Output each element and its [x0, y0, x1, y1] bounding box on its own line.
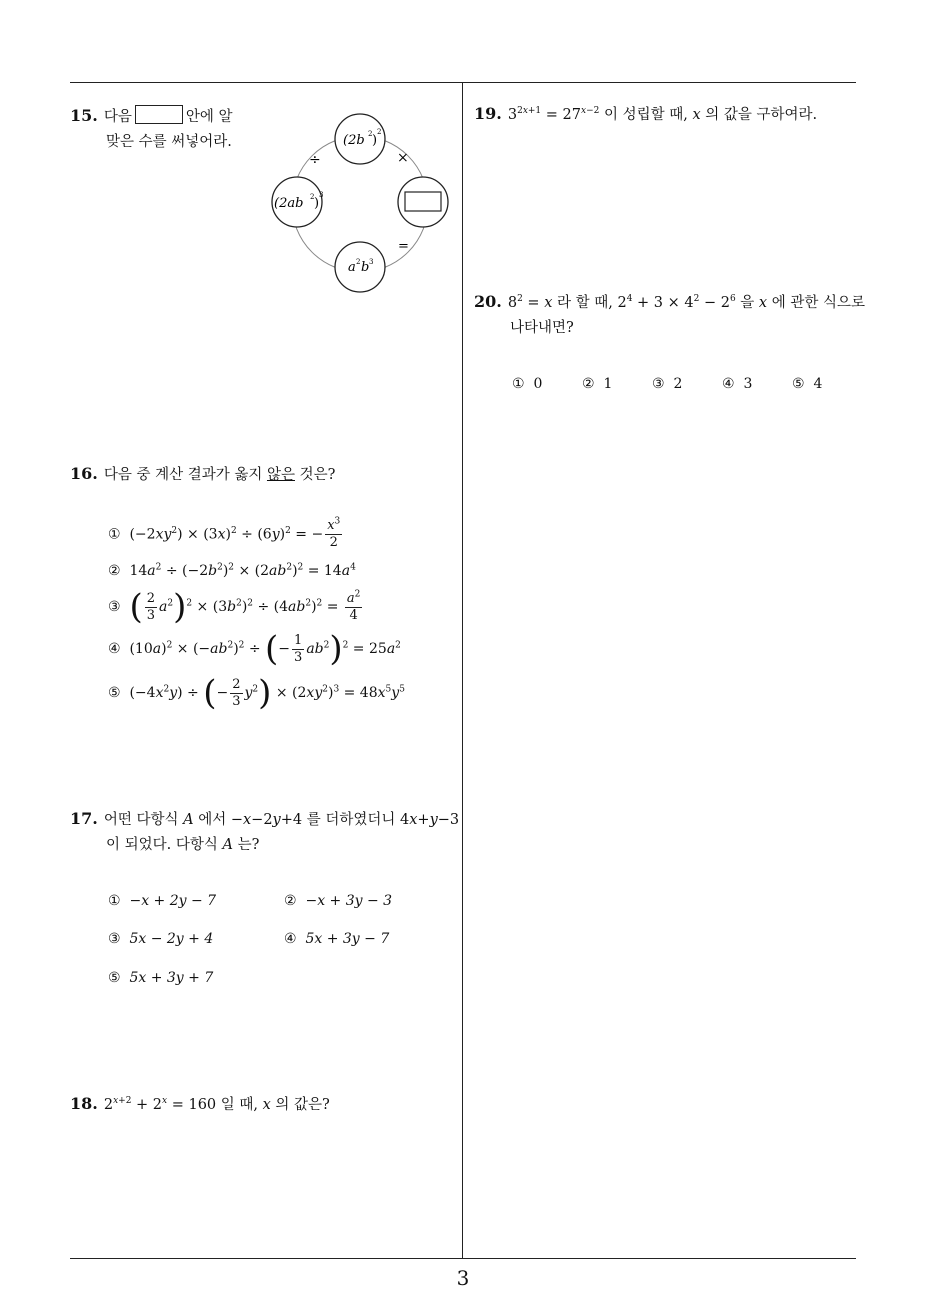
- svg-text:=: =: [398, 239, 409, 254]
- svg-text:): ): [372, 133, 378, 148]
- question-number: 15.: [70, 106, 98, 125]
- question-16: 16. 다음 중 계산 결과가 옳지 않은 것은?: [70, 464, 336, 483]
- q17-option-4[interactable]: ④ 5x + 3y − 7: [284, 931, 390, 947]
- q20-option-2[interactable]: ② 1: [582, 376, 613, 392]
- question-19: 19. $3^{2x+1} = 27^{x-2}$ 이 성립할 때, x 의 값을 구하여라.: [474, 104, 818, 123]
- question-20: 20. $8^2 = x$ 라 할 때, $2^4 + 3 \times 4^2 - 2^6$ 을 x 에 관한 식으로 나타내면?: [474, 292, 865, 336]
- question-number: 16.: [70, 464, 98, 483]
- svg-text:2: 2: [310, 193, 315, 201]
- svg-text:3: 3: [369, 258, 374, 266]
- svg-text:): ): [314, 196, 320, 211]
- question-number: 17.: [70, 809, 98, 828]
- column-divider: [462, 83, 463, 1259]
- q15-diagram: [265, 112, 455, 297]
- svg-text:2: 2: [368, 130, 373, 138]
- top-rule: [70, 82, 856, 83]
- svg-text:a: a: [348, 260, 356, 275]
- q16-option-1[interactable]: ① $(-2xy^2) \times (3x)^2 \div (6y)^2$ = − $\frac{x^3}{2}$: [108, 516, 341, 550]
- q17-option-5[interactable]: ⑤ 5x + 3y + 7: [108, 970, 214, 986]
- q17-option-2[interactable]: ② −x + 3y − 3: [284, 893, 393, 909]
- answer-blank: [135, 105, 183, 124]
- svg-text:b: b: [361, 260, 370, 275]
- page-number: 3: [456, 1266, 470, 1290]
- q16-option-4[interactable]: ④ $(10a)^2 \times (-ab^2)^2$ ÷ (− $\frac{1}{3}$ $ab^2)^2 = 25a^2$: [108, 629, 401, 669]
- svg-text:3: 3: [319, 191, 324, 199]
- q20-option-4[interactable]: ④ 3: [722, 376, 753, 392]
- answer-box: [405, 192, 441, 211]
- bottom-node: [335, 242, 385, 292]
- svg-text:(2b: (2b: [343, 133, 365, 148]
- bottom-rule: [70, 1258, 856, 1259]
- svg-text:×: ×: [397, 150, 409, 166]
- question-number: 19.: [474, 104, 502, 123]
- q20-option-3[interactable]: ③ 2: [652, 376, 683, 392]
- q20-option-1[interactable]: ① 0: [512, 376, 543, 392]
- q17-option-1[interactable]: ① −x + 2y − 7: [108, 893, 217, 909]
- q17-option-3[interactable]: ③ 5x − 2y + 4: [108, 931, 214, 947]
- svg-text:(2ab: (2ab: [274, 196, 304, 211]
- q16-option-2[interactable]: ② $14a^2 \div (-2b^2)^2 \times (2ab^2)^2 = 14a^4$: [108, 562, 356, 579]
- svg-text:÷: ÷: [309, 152, 321, 168]
- q16-option-5[interactable]: ⑤ $(-4x^2y)$ ÷ (− $\frac{2}{3}$ $y^2) \times (2xy^2)^3 = 48x^5y^5$: [108, 673, 405, 713]
- question-15: 15. 다음 안에 알 맞은 수를 써넣어라.: [70, 106, 233, 150]
- q16-option-3[interactable]: ③ ( $\frac{2}{3}$ $a^2)^2 \times (3b^2)^2 \div (4ab^2)^2$ = $\frac{a^2}{4}$: [108, 587, 361, 627]
- question-18: 18. $2^{x+2} + 2^x = 160$ 일 때, x 의 값은?: [70, 1094, 330, 1113]
- question-number: 18.: [70, 1094, 98, 1113]
- q20-option-5[interactable]: ⑤ 4: [792, 376, 823, 392]
- question-number: 20.: [474, 292, 502, 311]
- svg-text:2: 2: [377, 128, 382, 136]
- question-17: 17. 어떤 다항식 A 에서 −x−2y+4 를 더하였더니 4x+y−3 이 되었다. 다항식 A 는?: [70, 809, 460, 853]
- svg-text:2: 2: [356, 258, 361, 266]
